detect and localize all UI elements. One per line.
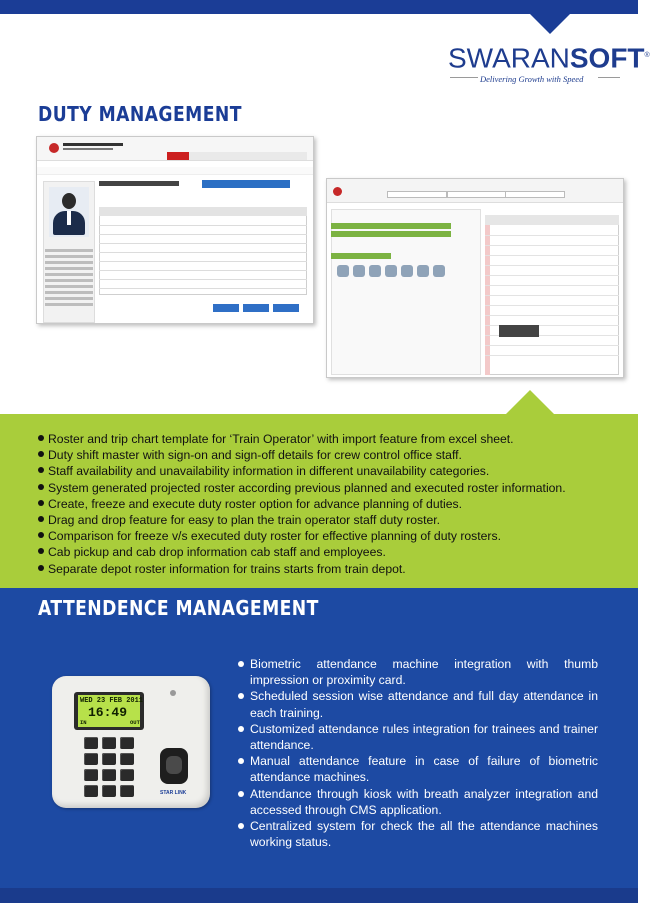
bullet-dot <box>38 500 44 506</box>
bullet-dot <box>238 758 244 764</box>
screenshot-avatar-collar <box>67 211 71 225</box>
screenshot-menu-item <box>45 255 93 258</box>
screenshot-menu-item <box>45 291 93 294</box>
screenshot-form-title <box>99 181 179 186</box>
list-item-text: Scheduled session wise attendance and full day attendance in each training. <box>250 689 598 720</box>
logo-tagline: Delivering Growth with Speed <box>480 74 584 85</box>
list-item <box>38 463 618 479</box>
keypad-key <box>120 785 134 797</box>
list-item <box>38 480 618 496</box>
bullet-dot <box>38 484 44 490</box>
bullet-dot <box>238 661 244 667</box>
screenshot-menu-item <box>45 303 93 306</box>
keypad-key <box>120 753 134 765</box>
device-brand-label: STAR LINK <box>160 790 187 796</box>
screenshot-grid-row <box>99 252 307 253</box>
screenshot-table-row <box>485 305 619 306</box>
list-item-text: System generated projected roster according previous planned and executed roster information. <box>48 480 566 495</box>
screenshot-filter-field <box>387 191 447 198</box>
bullet-dot <box>238 791 244 797</box>
fingerprint-icon <box>166 756 182 774</box>
screenshot-action-button <box>213 304 239 312</box>
screenshot-table-row <box>485 275 619 276</box>
bullet-dot <box>238 823 244 829</box>
bullet-dot <box>38 467 44 473</box>
device-keypad <box>84 737 136 801</box>
list-item-text: Separate depot roster information for trains starts from train depot. <box>48 561 406 576</box>
screenshot-train-icon <box>369 265 381 277</box>
screenshot-grid-row <box>99 234 307 235</box>
screenshot-table-flag-column <box>485 225 490 375</box>
screenshot-roster-grid <box>99 207 307 295</box>
top-banner-notch <box>530 14 570 34</box>
screenshot-train-icon <box>353 265 365 277</box>
list-item <box>38 447 618 463</box>
device-time-text: 16:49 <box>88 705 128 720</box>
list-item-text: Roster and trip chart template for ‘Train Operator’ with import feature from excel sheet. <box>48 432 514 446</box>
list-item-text: Centralized system for check the all the attendance machines working status. <box>250 819 598 850</box>
screenshot-train-icon <box>385 265 397 277</box>
list-item <box>238 721 598 753</box>
attendance-feature-list <box>238 656 598 850</box>
screenshot-green-bar <box>331 231 451 237</box>
list-item <box>38 544 618 560</box>
list-item <box>238 786 598 818</box>
keypad-key <box>84 753 98 765</box>
duty-feature-list <box>38 431 618 577</box>
logo-word-part1: SWARAN <box>448 42 570 74</box>
screenshot-grid-row <box>99 279 307 280</box>
screenshot-menu-item <box>45 249 93 252</box>
keypad-key <box>102 737 116 749</box>
list-item <box>38 512 618 528</box>
bullet-dot <box>38 565 44 571</box>
screenshot-action-button <box>243 304 269 312</box>
keypad-key <box>102 769 116 781</box>
screenshot-grid-header <box>99 207 307 216</box>
logo-word-part2: SOFT <box>569 42 645 74</box>
screenshot-train-icon <box>417 265 429 277</box>
screenshot-train-icon <box>433 265 445 277</box>
keypad-key <box>120 769 134 781</box>
screenshot-logo-icon <box>333 187 342 196</box>
screenshot-filter-field <box>505 191 565 198</box>
bullet-dot <box>238 693 244 699</box>
screenshot-green-bar <box>331 253 391 259</box>
top-banner <box>0 0 638 14</box>
screenshot-filter-field <box>447 191 507 198</box>
list-item-text: Create, freeze and execute duty roster option for advance planning of duties. <box>48 496 462 511</box>
attendance-management-title: ATTENDENCE MANAGEMENT <box>38 596 319 620</box>
list-item <box>238 753 598 785</box>
screenshot-logo-text <box>63 143 123 146</box>
screenshot-avatar-head <box>62 193 76 209</box>
logo-wordmark <box>448 42 650 74</box>
screenshot-menu-item <box>45 261 93 264</box>
bullet-dot <box>38 451 44 457</box>
swaransoft-logo <box>448 42 650 85</box>
list-item <box>38 561 618 577</box>
screenshot-table-row <box>485 235 619 236</box>
device-indicator-led <box>170 690 176 696</box>
keypad-key <box>84 785 98 797</box>
screenshot-table-row <box>485 345 619 346</box>
screenshot-train-icon <box>337 265 349 277</box>
logo-rule-right <box>598 77 620 78</box>
bullet-dot <box>38 435 44 441</box>
device-out-label: OUT <box>130 719 140 726</box>
list-item <box>238 656 598 688</box>
list-item-text: Manual attendance feature in case of failure of biometric attendance machines. <box>250 754 598 785</box>
bullet-dot <box>38 548 44 554</box>
screenshot-menu-item <box>45 273 93 276</box>
bottom-banner <box>0 888 638 903</box>
screenshot-table-row <box>485 245 619 246</box>
screenshot-action-button <box>273 304 299 312</box>
screenshot-grid-row <box>99 288 307 289</box>
list-item-text: Attendance through kiosk with breath analyzer integration and accessed through CMS application. <box>250 786 598 817</box>
screenshot-grid-row <box>99 261 307 262</box>
list-item-text: Comparison for freeze v/s executed duty roster for effective planning of duty rosters. <box>48 529 501 544</box>
screenshot-menu-item <box>45 285 93 288</box>
screenshot-grid-row <box>99 225 307 226</box>
keypad-key <box>84 769 98 781</box>
screenshot-tooltip <box>499 325 539 337</box>
logo-registered: ® <box>644 52 650 59</box>
list-item <box>238 688 598 720</box>
bullet-dot <box>238 726 244 732</box>
screenshot-table-header <box>485 215 619 225</box>
keypad-key <box>102 753 116 765</box>
list-item <box>38 528 618 544</box>
keypad-key <box>120 737 134 749</box>
list-item <box>38 496 618 512</box>
screenshot-menu-item <box>45 297 93 300</box>
bullet-dot <box>38 532 44 538</box>
keypad-key <box>84 737 98 749</box>
list-item <box>38 431 618 447</box>
screenshot-table-row <box>485 295 619 296</box>
screenshot-menu-item <box>45 267 93 270</box>
screenshot-blue-button <box>202 180 290 188</box>
device-date-text: WED 23 FEB 2011 <box>80 697 144 705</box>
screenshot-green-bar <box>331 223 451 229</box>
device-in-label: IN <box>80 719 87 726</box>
screenshot-grid-row <box>99 270 307 271</box>
screenshot-table-row <box>485 315 619 316</box>
bullet-dot <box>38 516 44 522</box>
list-item-text: Staff availability and unavailability information in different unavailability categories. <box>48 464 490 479</box>
screenshot-table-row <box>485 265 619 266</box>
green-band-notch <box>506 390 554 414</box>
duty-management-title: DUTY MANAGEMENT <box>38 102 242 126</box>
logo-rule-left <box>450 77 478 78</box>
screenshot-logo-subtext <box>63 148 113 150</box>
list-item-text: Customized attendance rules integration for trainees and trainer attendance. <box>250 721 598 753</box>
screenshot-nav-active <box>167 152 189 160</box>
screenshot-breadcrumb <box>37 167 313 175</box>
roster-planning-screenshot <box>326 178 624 378</box>
list-item-text: Cab pickup and cab drop information cab staff and employees. <box>48 545 386 560</box>
list-item-text: Biometric attendance machine integration with thumb impression or proximity card. <box>250 657 598 688</box>
screenshot-grid-row <box>99 243 307 244</box>
screenshot-table-row <box>485 355 619 356</box>
duty-roster-screenshot <box>36 136 314 324</box>
screenshot-menu-item <box>45 279 93 282</box>
screenshot-table-row <box>485 255 619 256</box>
screenshot-logo-icon <box>49 143 59 153</box>
screenshot-table-row <box>485 285 619 286</box>
list-item-text: Duty shift master with sign-on and sign-off details for crew control office staff. <box>48 448 462 463</box>
list-item-text: Drag and drop feature for easy to plan the train operator staff duty roster. <box>48 513 441 528</box>
screenshot-train-icon <box>401 265 413 277</box>
keypad-key <box>102 785 116 797</box>
list-item <box>238 818 598 850</box>
